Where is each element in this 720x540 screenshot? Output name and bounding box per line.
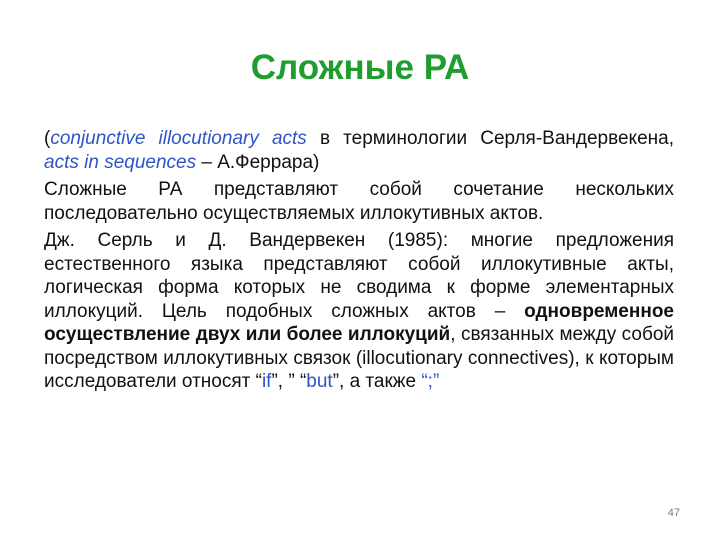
page-number: 47 — [667, 507, 680, 519]
searle-bold-phrase: одновременное осуществление двух или более иллокуций — [44, 300, 674, 345]
quote-middle-2: ”, а также — [332, 371, 422, 392]
searle-text-b: , связанных между собой посредством иллокутивных связок (illocutionary connectives), к которым исследователи относят — [44, 324, 675, 392]
connective-if: if — [261, 371, 272, 392]
paragraph-searle — [44, 229, 674, 394]
term-conjunctive-acts: conjunctive illocutionary acts — [50, 128, 307, 149]
connective-semicolon: “;” — [421, 371, 440, 392]
terms-tail-text: – А.Феррара) — [196, 151, 320, 173]
connective-but: but — [306, 371, 333, 392]
terms-middle-text: в терминологии Серля-Вандервекена, — [306, 128, 674, 149]
paragraph-definition: Сложные РА представляют собой сочетание нескольких последовательно осуществляемых иллокутивных актов. — [44, 179, 674, 224]
quote-open: “ — [255, 371, 262, 392]
open-paren: ( — [44, 128, 51, 149]
paragraph-terms — [44, 127, 674, 174]
quote-middle: ”, ” “ — [271, 371, 307, 392]
searle-text-a: Дж. Серль и Д. Вандервекен (1985): многие предложения естественного языка представляют собой иллокутивные акты, логическая форма которых не сводима к форме элементарных иллокуций. Цель подобных сложных актов – — [44, 230, 674, 322]
term-acts-in-sequences: acts in sequences — [44, 151, 197, 173]
slide-body — [44, 127, 674, 398]
slide-title: Сложные РА — [250, 48, 470, 87]
